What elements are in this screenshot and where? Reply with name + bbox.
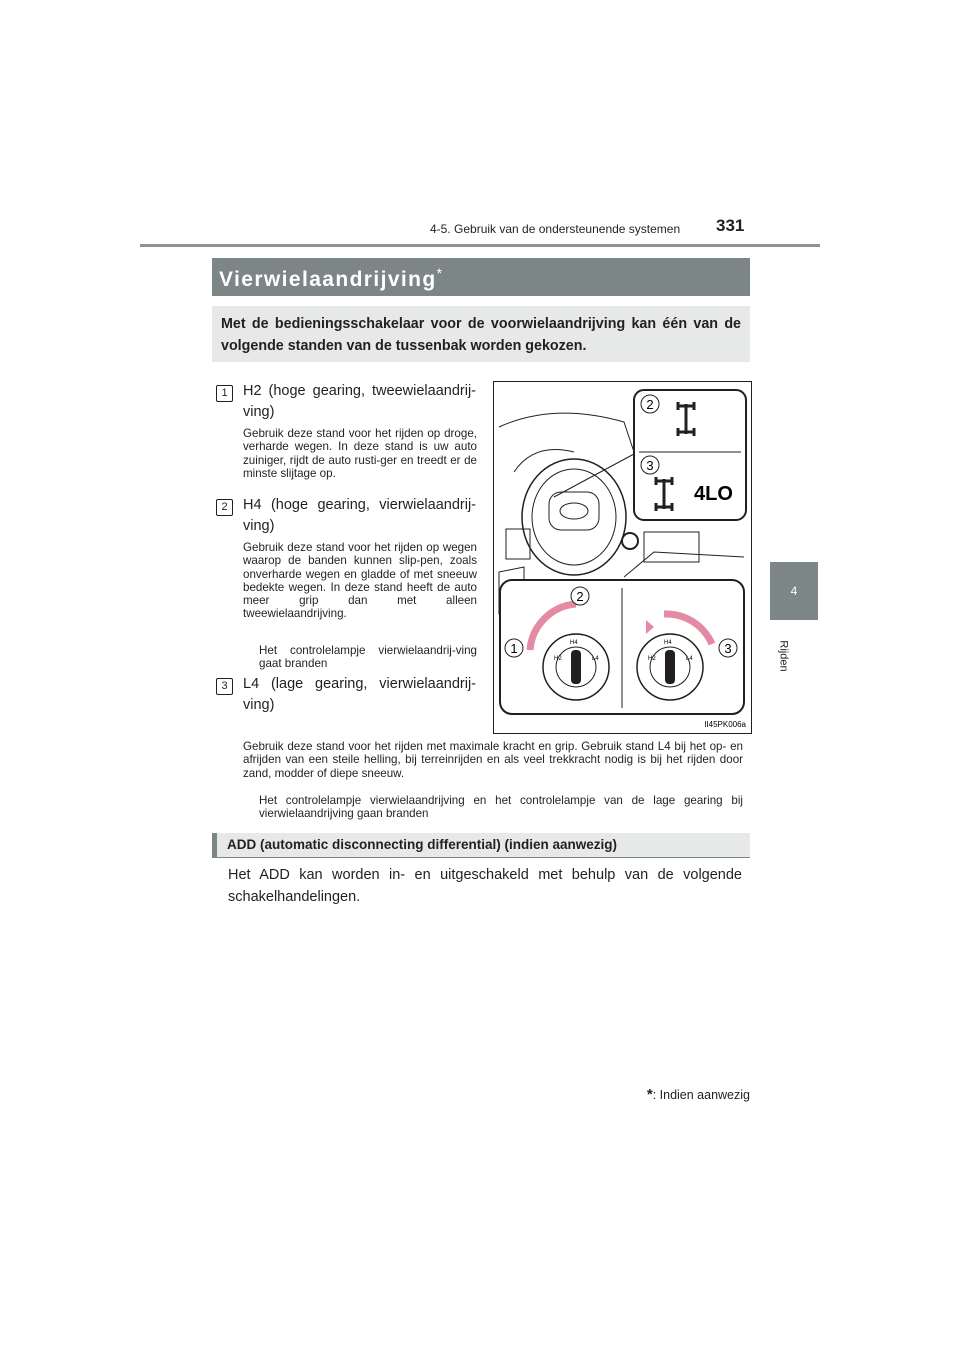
intro-box [212, 306, 750, 362]
steering-hub [549, 492, 599, 530]
knob-label: H2 [554, 656, 562, 662]
climate-panel [644, 532, 699, 562]
chapter-tab: 4 [770, 562, 818, 620]
knob-label: L4 [686, 656, 693, 662]
callout-number: 1 [510, 641, 518, 656]
add-section-body: Het ADD kan worden in- en uitgeschakeld met behulp van de volgende schakelhandelingen. [228, 867, 742, 905]
chapter-tab-label [777, 628, 810, 688]
dashboard-switch-drawing [494, 382, 751, 733]
item-heading [243, 381, 476, 423]
item-heading [243, 495, 476, 537]
4lo-indicator-text: 4LO [694, 483, 733, 505]
item-description: Gebruik deze stand voor het rijden met maximale kracht en grip. Gebruik stand L4 bij het op- en afrijden van een steile helling, bij terreinrijden en als veel trekkracht nodig is bij het rijden door zand, modder of diepe sneeuw. [243, 740, 743, 780]
item-heading [243, 674, 476, 716]
footnote-text: : Indien aanwezig [652, 1088, 750, 1102]
switch-panel [506, 529, 530, 559]
chapter-label-text: Rijden [777, 640, 790, 672]
add-section-title: ADD (automatic disconnecting differential) (indien aanwezig) [227, 837, 618, 852]
item-description: Gebruik deze stand voor het rijden op wegen waarop de banden kunnen slip-pen, zoals onverharde wegen en gladde of met sneeuw bedekte wegen. In deze stand heeft de auto meer grip dan met alleen tweewielaandrijving. [243, 541, 477, 621]
four-wheel-drive-illustration [493, 381, 752, 734]
callout-number: 3 [646, 458, 654, 473]
steering-wheel [522, 459, 626, 575]
dashboard-outline [499, 413, 634, 452]
item-heading-line: ving) [243, 697, 275, 713]
item-heading-line: H2 (hoge gearing, tweewielaandrij- [243, 383, 476, 399]
item-heading-line: H4 (hoge gearing, vierwielaandrij- [243, 497, 476, 513]
item-bullet-note: Het controlelampje vierwielaandrijving en het controlelampje van de lage gearing bij vierwielaandrijving gaan branden [259, 794, 743, 821]
4wd-switch-location [622, 533, 638, 549]
knob-label: H4 [664, 640, 672, 646]
callout-number: 2 [646, 397, 654, 412]
section-title-text: Vierwielaandrijving [219, 268, 437, 291]
item-heading-line: ving) [243, 518, 275, 534]
item-heading-line: L4 (lage gearing, vierwielaandrij- [243, 676, 476, 692]
knob-grip [571, 650, 581, 684]
header-section-title: 4-5. Gebruik van de ondersteunende systemen [430, 222, 681, 236]
item-number-badge: 1 [216, 385, 233, 402]
dashboard-lower [624, 552, 744, 577]
section-title-bar [212, 258, 750, 296]
section-title [219, 265, 443, 292]
item-description: Gebruik deze stand voor het rijden op droge, verharde wegen. In deze stand is uw auto zuiniger, rijdt de auto rusti-ger en treedt er de minste slijtage op. [243, 427, 477, 480]
knob-label: H2 [648, 656, 656, 662]
knob-label: H4 [570, 640, 578, 646]
callout-number: 2 [576, 589, 584, 604]
footnote [600, 1086, 750, 1103]
knob-label: L4 [592, 656, 599, 662]
item-heading-line: ving) [243, 404, 275, 420]
knob-grip [665, 650, 675, 684]
steering-logo [560, 503, 588, 519]
item-number-badge: 3 [216, 678, 233, 695]
steering-wheel-inner [532, 469, 616, 565]
asterisk-mark: * [436, 265, 444, 281]
figure-code: II45PK006a [704, 720, 746, 729]
callout-leader-line [554, 454, 634, 497]
callout-number: 3 [724, 641, 732, 656]
footnote-asterisk: * [646, 1086, 653, 1103]
add-section-heading-bar [212, 833, 750, 858]
intro-text: Met de bedieningsschakelaar voor de voorwielaandrijving kan één van de volgende standen van de tussenbak worden gekozen. [221, 316, 741, 354]
item-number-badge: 2 [216, 499, 233, 516]
item-bullet-note: Het controlelampje vierwielaandrij-ving gaat branden [259, 644, 477, 671]
page-number: 331 [716, 216, 745, 235]
header-divider [140, 244, 820, 247]
